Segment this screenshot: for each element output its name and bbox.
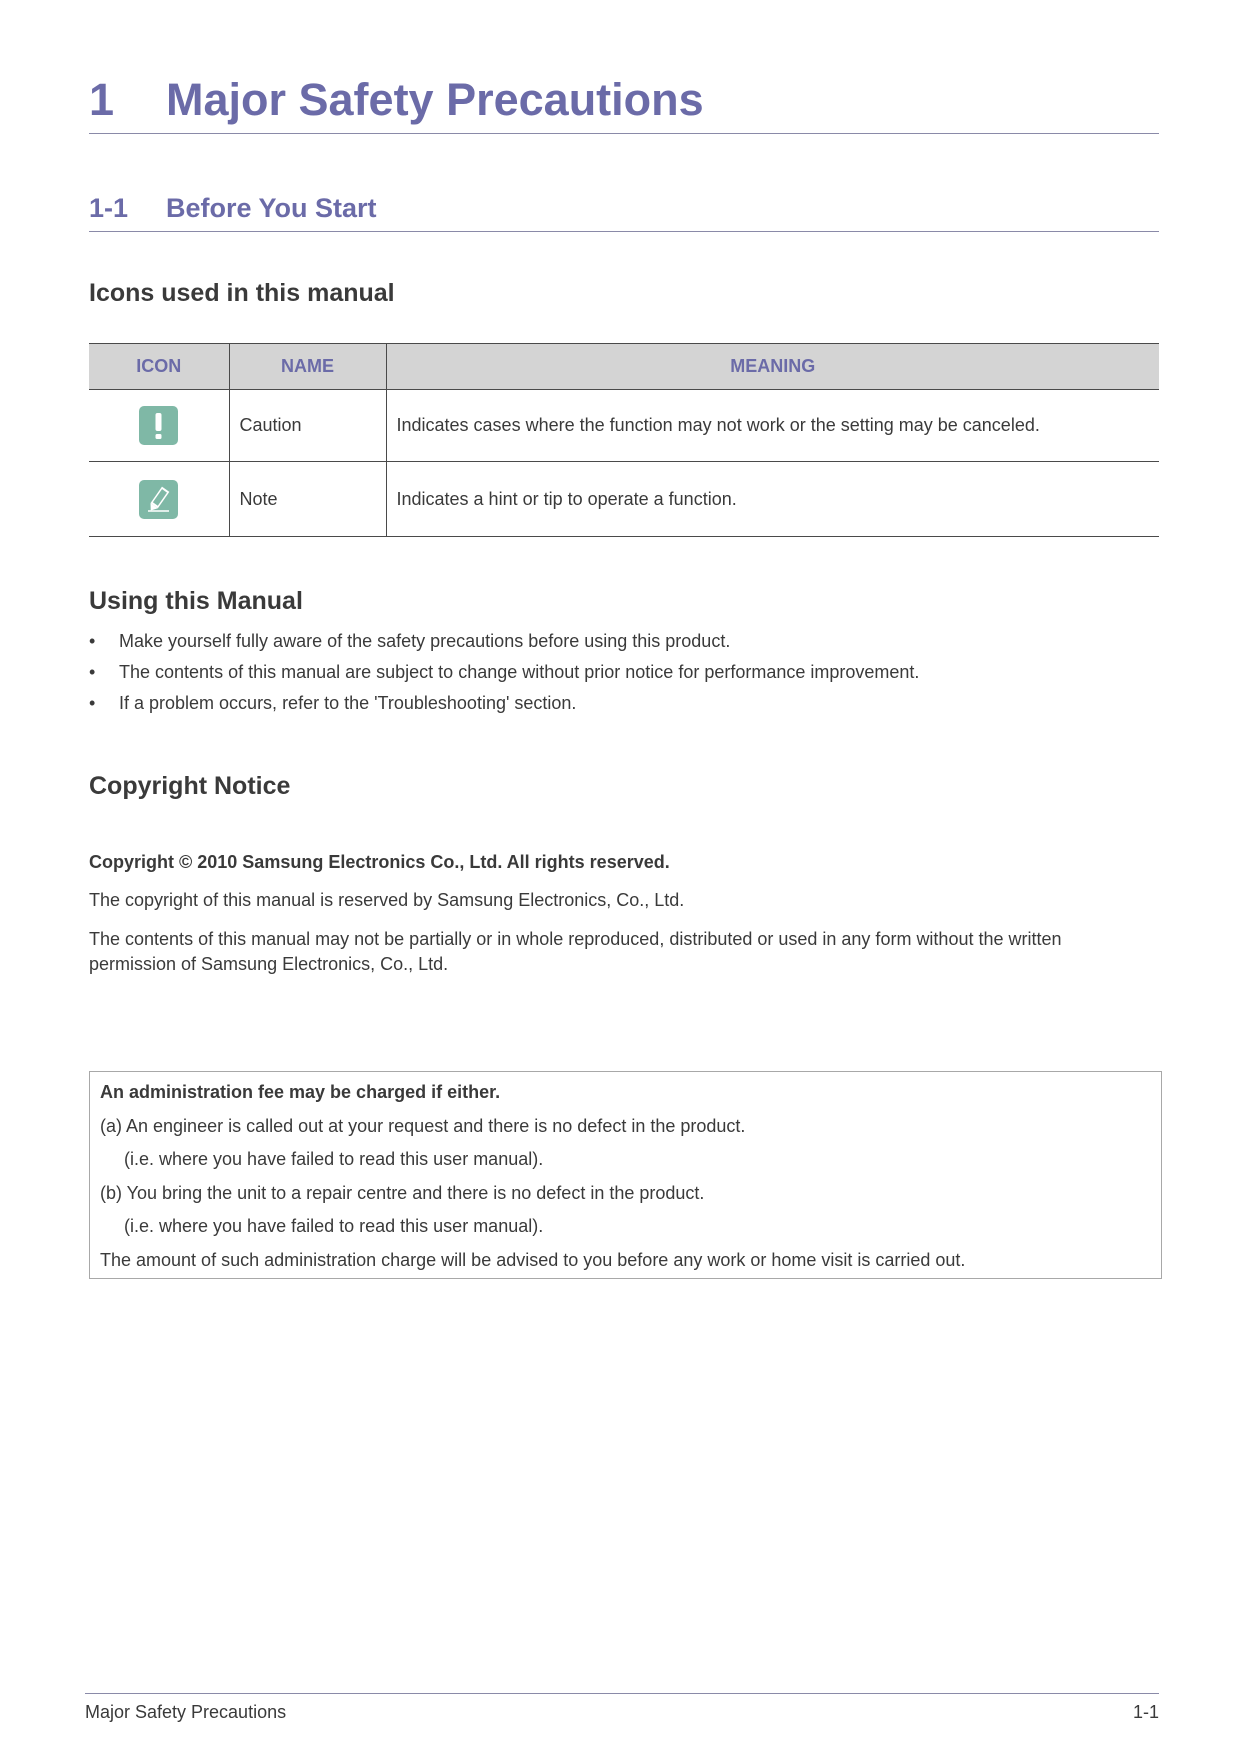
section-number: 1-1	[89, 193, 129, 223]
row-name: Note	[229, 462, 386, 537]
copyright-paragraph: The copyright of this manual is reserved by Samsung Electronics, Co., Ltd.	[89, 890, 685, 910]
list-item: • The contents of this manual are subject to change without prior notice for performance improvement.	[89, 662, 920, 682]
notice-item-note: (i.e. where you have failed to read this user manual).	[124, 1149, 544, 1169]
header-meaning: MEANING	[386, 344, 1159, 390]
page-number: 1-1	[1132, 1702, 1159, 1722]
bullet-icon: •	[89, 662, 96, 682]
using-heading: Using this Manual	[89, 587, 303, 615]
row-name: Caution	[229, 390, 386, 462]
icons-table	[89, 343, 1159, 537]
section-title	[89, 192, 1159, 232]
table-row	[89, 462, 1159, 537]
footer-chapter-name: Major Safety Precautions	[85, 1702, 287, 1722]
chapter-number: 1	[89, 74, 115, 125]
using-list	[89, 629, 919, 722]
copyright-statement: Copyright © 2010 Samsung Electronics Co., Ltd. All rights reserved.	[89, 852, 670, 872]
admin-fee-notice	[89, 1071, 1162, 1279]
copyright-paragraph: The contents of this manual may not be partially or in whole reproduced, distributed or used in any form without the written permission of Samsung Electronics, Co., Ltd.	[89, 929, 1062, 974]
notice-title: An administration fee may be charged if either.	[100, 1082, 501, 1102]
header-icon: ICON	[89, 344, 229, 390]
table-row	[89, 390, 1159, 462]
row-meaning: Indicates cases where the function may not work or the setting may be canceled.	[386, 390, 1159, 462]
table-header-row	[89, 344, 1159, 390]
row-meaning: Indicates a hint or tip to operate a function.	[386, 462, 1159, 537]
note-icon	[139, 480, 178, 519]
header-name: NAME	[229, 344, 386, 390]
notice-item-note: (i.e. where you have failed to read this user manual).	[124, 1216, 544, 1236]
caution-icon	[139, 406, 178, 445]
chapter-title	[89, 72, 1159, 134]
bullet-icon: •	[89, 631, 96, 651]
notice-closing: The amount of such administration charge will be advised to you before any work or home visit is carried out.	[100, 1249, 966, 1270]
bullet-icon: •	[89, 693, 96, 713]
chapter-title-text: Major Safety Precautions	[166, 74, 704, 125]
list-item: • If a problem occurs, refer to the 'Troubleshooting' section.	[89, 693, 577, 713]
manual-page	[85, 0, 1159, 1755]
notice-item: (a) An engineer is called out at your request and there is no defect in the product.	[100, 1115, 746, 1136]
section-title-text: Before You Start	[166, 193, 377, 223]
footer-divider	[85, 1693, 1159, 1694]
copyright-heading: Copyright Notice	[89, 772, 291, 800]
list-item: • Make yourself fully aware of the safety precautions before using this product.	[89, 631, 731, 651]
notice-item: (b) You bring the unit to a repair centre and there is no defect in the product.	[100, 1182, 705, 1203]
icons-heading: Icons used in this manual	[89, 279, 395, 307]
